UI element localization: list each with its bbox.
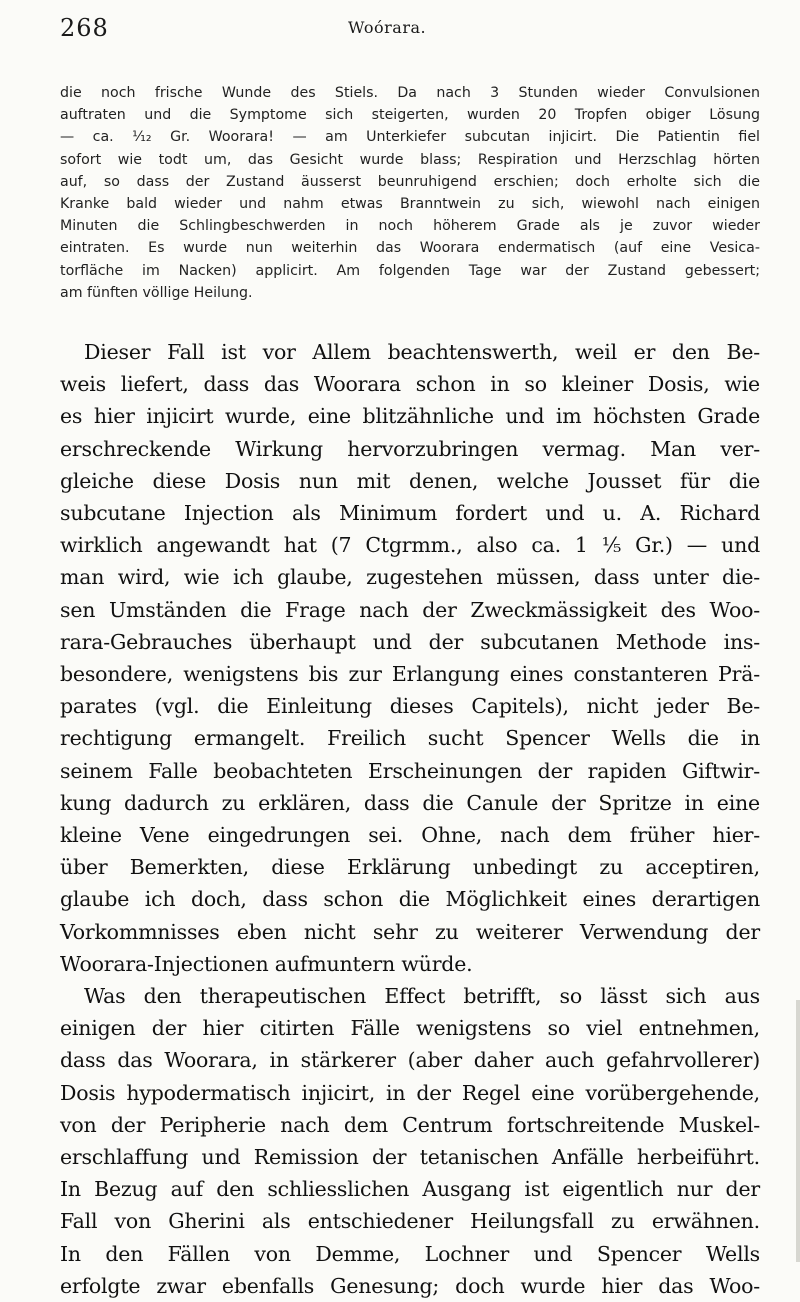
text-line: torfläche im Nacken) applicirt. Am folgenden Tage war der Zustand gebessert; — [60, 262, 760, 279]
text-line: auftraten und die Symptome sich steigerten, wurden 20 Tropfen obiger Lösung — [60, 107, 760, 124]
text-line: — ca. ⅟₁₂ Gr. Woorara! — am Unterkiefer subcutan injicirt. Die Patientin fiel — [60, 129, 760, 146]
text-line: Vorkommnisses eben nicht sehr zu weiterer Verwendung der — [60, 919, 760, 944]
case-report-paragraph — [60, 82, 760, 304]
text-line: Minuten die Schlingbeschwerden in noch höherem Grade als je zuvor wieder — [60, 218, 760, 235]
text-line: Dieser Fall ist vor Allem beachtenswerth, weil er den Be- — [84, 340, 760, 364]
page-header — [60, 14, 740, 48]
text-line: eintraten. Es wurde nun weiterhin das Woorara endermatisch (auf eine Vesica- — [60, 240, 760, 257]
text-line: erschlaffung und Remission der tetanischen Anfälle herbeiführt. — [60, 1145, 760, 1170]
discussion-text — [60, 336, 760, 1302]
text-line: einigen der hier citirten Fälle wenigstens so viel entnehmen, — [60, 1016, 760, 1041]
text-line: subcutane Injection als Minimum fordert und u. A. Richard — [60, 501, 760, 526]
text-line: über Bemerkten, diese Erklärung unbedingt zu acceptiren, — [60, 855, 760, 880]
text-line: glaube ich doch, dass schon die Möglichkeit eines derartigen — [60, 887, 760, 912]
running-title: Woórara. — [348, 18, 427, 37]
text-line: parates (vgl. die Einleitung dieses Capitels), nicht jeder Be- — [60, 694, 760, 719]
text-line: kleine Vene eingedrungen sei. Ohne, nach dem früher hier- — [60, 823, 760, 848]
text-line: In den Fällen von Demme, Lochner und Spencer Wells — [60, 1241, 760, 1266]
text-line: rara-Gebrauches überhaupt und der subcutanen Methode ins- — [60, 629, 760, 654]
text-line: am fünften völlige Heilung. — [60, 284, 253, 301]
text-line: erschreckende Wirkung hervorzubringen vermag. Man ver- — [60, 436, 760, 461]
text-line: man wird, wie ich glaube, zugestehen müssen, dass unter die- — [60, 565, 760, 590]
text-line: In Bezug auf den schliesslichen Ausgang ist eigentlich nur der — [60, 1177, 760, 1202]
text-line: sofort wie todt um, das Gesicht wurde blass; Respiration und Herzschlag hörten — [60, 151, 760, 168]
text-line: besondere, wenigstens bis zur Erlangung eines constanteren Prä- — [60, 662, 760, 687]
text-line: von der Peripherie nach dem Centrum fortschreitende Muskel- — [60, 1112, 760, 1137]
text-line: es hier injicirt wurde, eine blitzähnliche und im höchsten Grade — [60, 404, 760, 429]
text-line: erfolgte zwar ebenfalls Genesung; doch wurde hier das Woo- — [60, 1273, 760, 1298]
text-line: sen Umständen die Frage nach der Zweckmässigkeit des Woo- — [60, 597, 760, 622]
text-line: die noch frische Wunde des Stiels. Da nach 3 Stunden wieder Convulsionen — [60, 85, 760, 101]
text-line: Woorara-Injectionen aufmuntern würde. — [60, 951, 473, 976]
text-line: wirklich angewandt hat (7 Ctgrmm., also ca. 1 ⅟₅ Gr.) — und — [60, 533, 760, 558]
text-line: Dosis hypodermatisch injicirt, in der Regel eine vorübergehende, — [60, 1080, 760, 1105]
text-line: rechtigung ermangelt. Freilich sucht Spencer Wells die in — [60, 726, 760, 751]
text-line: dass das Woorara, in stärkerer (aber daher auch gefahrvollerer) — [60, 1048, 760, 1073]
text-line: weis liefert, dass das Woorara schon in so kleiner Dosis, wie — [60, 372, 760, 397]
text-line: gleiche diese Dosis nun mit denen, welche Jousset für die — [60, 468, 760, 493]
scan-edge-mark — [796, 1000, 800, 1262]
page-number: 268 — [60, 14, 109, 42]
text-line: Kranke bald wieder und nahm etwas Branntwein zu sich, wiewohl nach einigen — [60, 196, 760, 213]
text-line: kung dadurch zu erklären, dass die Canule der Spritze in eine — [60, 790, 760, 815]
text-line: auf, so dass der Zustand äusserst beunruhigend erschien; doch erholte sich die — [60, 173, 760, 190]
text-line: Was den therapeutischen Effect betrifft, so lässt sich aus — [84, 984, 760, 1009]
text-line: seinem Falle beobachteten Erscheinungen der rapiden Giftwir- — [60, 758, 760, 783]
text-line: Fall von Gherini als entschiedener Heilungsfall zu erwähnen. — [60, 1209, 760, 1234]
